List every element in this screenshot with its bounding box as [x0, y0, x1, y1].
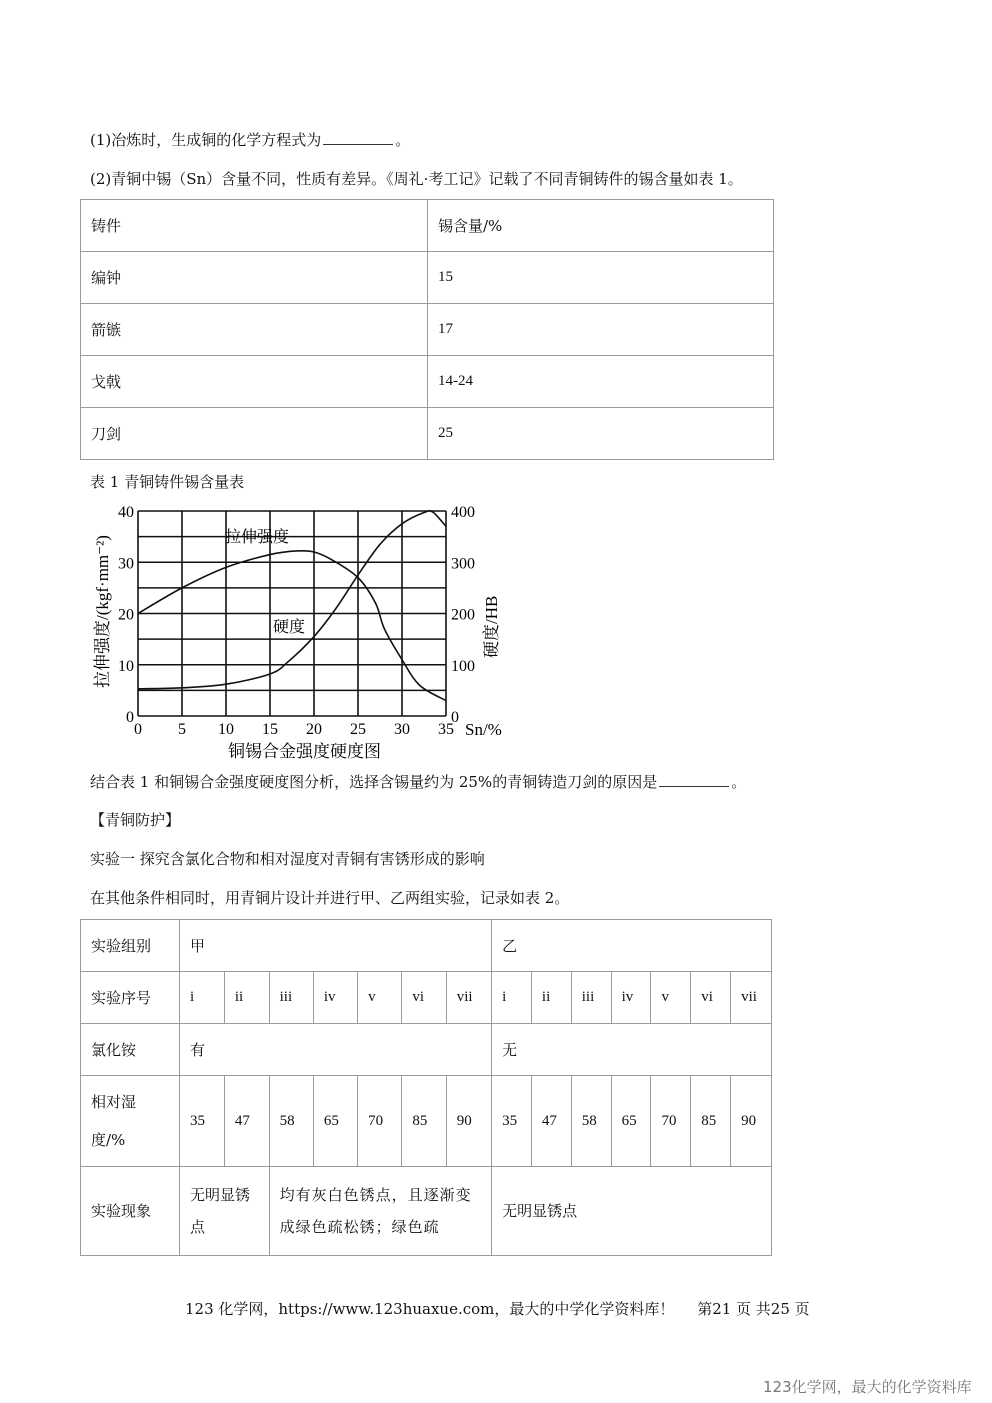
- serial-cell: iii: [571, 972, 611, 1024]
- humidity-cell: 70: [651, 1076, 691, 1167]
- nh4cl-b: 无: [492, 1024, 772, 1076]
- table-row: [81, 252, 774, 304]
- humidity-cell: 35: [180, 1076, 225, 1167]
- humidity-cell: 70: [358, 1076, 402, 1167]
- humidity-cell: 90: [731, 1076, 772, 1167]
- y-left-axis-label: 拉伸强度/(kgf·mm⁻²): [93, 535, 112, 688]
- serial-cell: vi: [402, 972, 446, 1024]
- phenomenon-a1: 无明显锈点: [180, 1167, 270, 1256]
- table-1: [80, 199, 774, 460]
- experiment-1-title: 实验一 探究含氯化合物和相对湿度对青铜有害锈形成的影响: [90, 850, 485, 868]
- chart-grid: [138, 511, 446, 716]
- humidity-cell: 90: [446, 1076, 491, 1167]
- serial-cell: ii: [531, 972, 571, 1024]
- question-1-text: (1)冶炼时，生成铜的化学方程式为: [90, 131, 322, 149]
- table-cell: 刀剑: [81, 408, 428, 460]
- y-left-tick-label: 10: [118, 657, 134, 675]
- series-label-hardness: 硬度: [273, 619, 306, 636]
- x-tick-label: 0: [134, 721, 142, 738]
- answer-blank-1[interactable]: [323, 130, 393, 145]
- table-cell: 15: [428, 252, 774, 304]
- table-row: [81, 408, 774, 460]
- experiment-1-description: 在其他条件相同时，用青铜片设计并进行甲、乙两组实验，记录如表 2。: [90, 889, 570, 907]
- serial-cell: i: [492, 972, 532, 1024]
- row-label: 氯化铵: [81, 1024, 180, 1076]
- nh4cl-a: 有: [180, 1024, 492, 1076]
- table-2-row-group: [81, 920, 772, 972]
- table-2-row-nh4cl: [81, 1024, 772, 1076]
- x-axis-label: Sn/%: [465, 720, 502, 739]
- table-row: [81, 356, 774, 408]
- table-cell: 编钟: [81, 252, 428, 304]
- table-cell: 17: [428, 304, 774, 356]
- watermark: 123化学网，最大的化学资料库: [763, 1378, 972, 1396]
- table-1-caption: 表 1 青铜铸件锡含量表: [90, 473, 245, 491]
- table-1-header-cell: 铸件: [81, 200, 428, 252]
- footer-text: 123 化学网，https://www.123huaxue.com，最大的中学化学资料库！: [185, 1300, 675, 1318]
- table-2-row-phenomenon: [81, 1167, 772, 1256]
- row-label: 实验组别: [81, 920, 180, 972]
- x-tick-label: 35: [438, 721, 454, 738]
- humidity-cell: 65: [611, 1076, 651, 1167]
- y-left-tick-label: 30: [118, 555, 134, 573]
- y-right-tick-label: 0: [451, 709, 459, 726]
- y-right-tick-label: 100: [451, 657, 475, 675]
- serial-cell: iv: [313, 972, 357, 1024]
- y-right-axis-label: 硬度/HB: [482, 595, 501, 658]
- table-1-header-cell: 锡含量/%: [428, 200, 774, 252]
- serial-cell: iv: [611, 972, 651, 1024]
- humidity-cell: 85: [402, 1076, 446, 1167]
- phenomenon-b: 无明显锈点: [492, 1167, 772, 1256]
- group-a: 甲: [180, 920, 492, 972]
- page-footer: [185, 1298, 810, 1319]
- table-cell: 14-24: [428, 356, 774, 408]
- phenomenon-a2: 均有灰白色锈点，且逐渐变成绿色疏松锈；绿色疏: [269, 1167, 491, 1256]
- y-left-tick-label: 20: [118, 606, 134, 624]
- serial-cell: v: [358, 972, 402, 1024]
- row-label: 实验序号: [81, 972, 180, 1024]
- x-tick-label: 15: [262, 721, 278, 738]
- table-cell: 箭镞: [81, 304, 428, 356]
- x-tick-label: 25: [350, 721, 366, 738]
- humidity-cell: 47: [531, 1076, 571, 1167]
- humidity-cell: 85: [691, 1076, 731, 1167]
- x-tick-label: 30: [394, 721, 410, 738]
- table-2-row-serial: [81, 972, 772, 1024]
- analysis-text: 结合表 1 和铜锡合金强度硬度图分析，选择含锡量约为 25%的青铜铸造刀剑的原因是: [90, 773, 658, 791]
- x-tick-label: 5: [178, 721, 186, 738]
- y-right-tick-label: 300: [451, 555, 475, 573]
- humidity-cell: 35: [492, 1076, 532, 1167]
- humidity-cell: 47: [224, 1076, 269, 1167]
- question-2: (2)青铜中锡（Sn）含量不同，性质有差异。《周礼·考工记》记载了不同青铜铸件的锡含量如表 1。: [90, 170, 743, 188]
- x-tick-label: 20: [306, 721, 322, 738]
- y-left-tick-label: 0: [126, 709, 134, 726]
- table-cell: 25: [428, 408, 774, 460]
- series-label-tensile: 拉伸强度: [225, 529, 290, 546]
- serial-cell: vi: [691, 972, 731, 1024]
- chart-series-group: [138, 511, 446, 701]
- table-cell: 戈戟: [81, 356, 428, 408]
- answer-blank-2[interactable]: [659, 772, 729, 787]
- serial-cell: vii: [446, 972, 491, 1024]
- analysis-question: [90, 772, 746, 792]
- table-2-row-humidity: [81, 1076, 772, 1167]
- serial-cell: vii: [731, 972, 772, 1024]
- y-left-tick-label: 40: [118, 504, 134, 521]
- page-number: 第21 页 共25 页: [697, 1300, 810, 1318]
- section-heading: 【青铜防护】: [90, 811, 181, 829]
- table-2: [80, 919, 772, 1256]
- humidity-cell: 65: [313, 1076, 357, 1167]
- humidity-cell: 58: [269, 1076, 313, 1167]
- serial-cell: i: [180, 972, 225, 1024]
- y-right-tick-label: 400: [451, 504, 475, 521]
- row-label: 相对湿度/%: [81, 1076, 180, 1167]
- x-tick-label: 10: [218, 721, 234, 738]
- chart-strength-hardness: [85, 498, 515, 768]
- group-b: 乙: [492, 920, 772, 972]
- table-1-header: [81, 200, 774, 252]
- analysis-end: 。: [731, 773, 747, 791]
- question-1-end: 。: [395, 131, 411, 149]
- serial-cell: iii: [269, 972, 313, 1024]
- table-row: [81, 304, 774, 356]
- chart-title: 铜锡合金强度硬度图: [228, 742, 381, 761]
- row-label: 实验现象: [81, 1167, 180, 1256]
- serial-cell: v: [651, 972, 691, 1024]
- serial-cell: ii: [224, 972, 269, 1024]
- y-right-tick-label: 200: [451, 606, 475, 624]
- humidity-cell: 58: [571, 1076, 611, 1167]
- question-1: [90, 130, 410, 150]
